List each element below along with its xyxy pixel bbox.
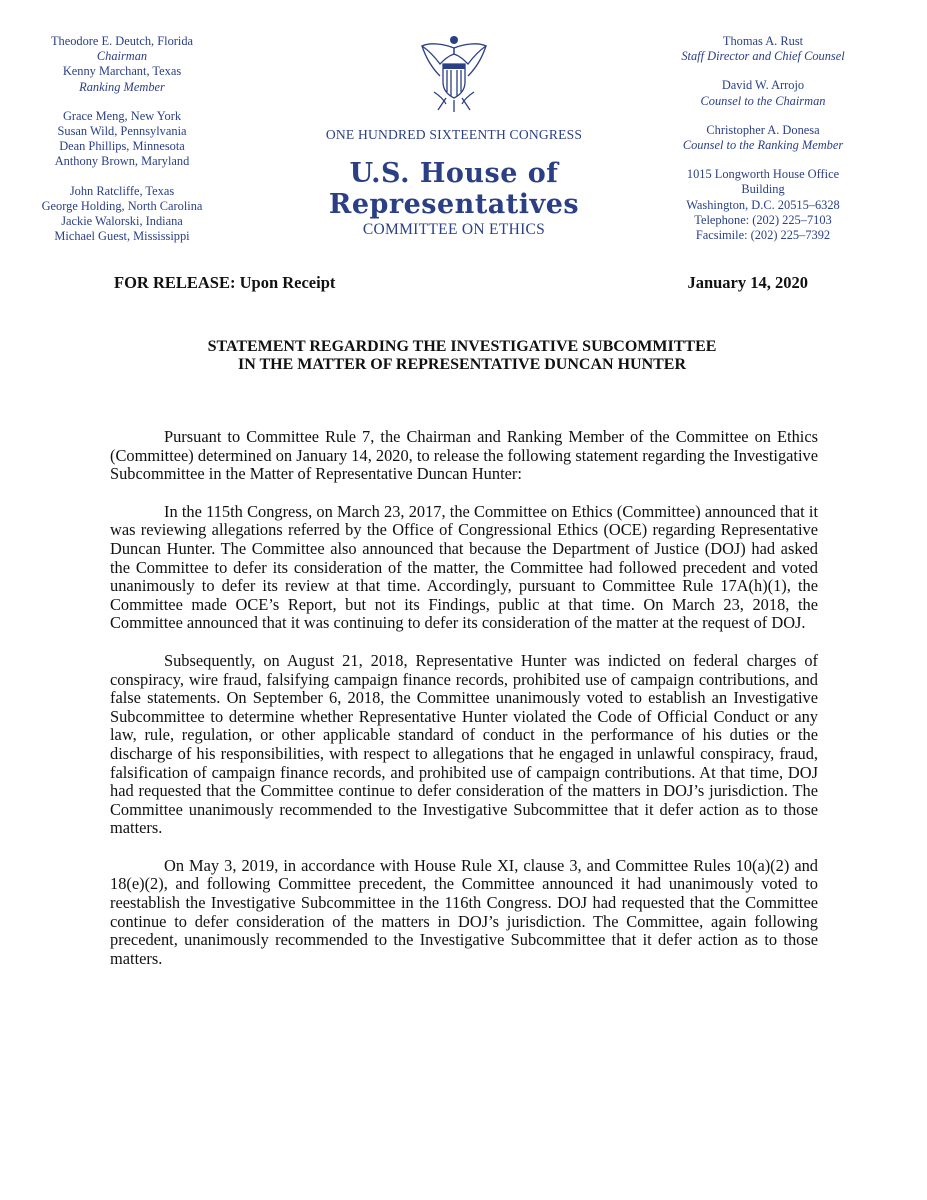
title-line: IN THE MATTER OF REPRESENTATIVE DUNCAN HUNTER — [237, 356, 687, 373]
member-name: Jackie Walorski, Indiana — [61, 214, 183, 229]
paragraph: Pursuant to Committee Rule 7, the Chairman and Ranking Member of the Committee on Ethics (Committee) determined on January 14, 2020, to release the following statement regarding the Investigative Subcommittee in the Matter of Representative Duncan Hunter: — [110, 427, 818, 484]
staff-title: Counsel to the Ranking Member — [682, 138, 844, 153]
staff-name: Christopher A. Donesa — [706, 122, 820, 137]
members-column — [28, 34, 216, 258]
house-heading: U.S. House of Representatives — [328, 158, 580, 220]
congress-heading: ONE HUNDRED SIXTEENTH CONGRESS — [325, 127, 583, 142]
staff-director — [670, 34, 856, 64]
leadership-group — [28, 34, 216, 95]
address-line: 1015 Longworth House Office Building — [686, 167, 840, 197]
facsimile: Facsimile: (202) 225–7392 — [695, 228, 831, 243]
members-group-a — [28, 109, 216, 170]
release-date: January 14, 2020 — [687, 273, 808, 292]
chair-title: Chairman — [96, 49, 148, 64]
member-name: Anthony Brown, Maryland — [54, 154, 190, 169]
paragraph: In the 115th Congress, on March 23, 2017, the Committee on Ethics (Committee) announced that it was reviewing allegations referred by the Office of Congressional Ethics (OCE) regarding Representative Duncan Hunter. The Committee also announced that because the Department of Justice (DOJ) had asked the Committee to defer its consideration of the matter, the Committee had followed precedent and voted unanimously to defer its review at that time. Accordingly, pursuant to Committee Rule 17A(h)(1), the Committee made OCE’s Report, but not its Findings, public at that time. On March 23, 2018, the Committee announced that it was continuing to defer its consideration of the matter at the request of DOJ. — [110, 501, 818, 633]
paragraph: On May 3, 2019, in accordance with House Rule XI, clause 3, and Committee Rules 10(a)(2) and 18(e)(2), and following Committee precedent, the Committee announced it had unanimously voted to reestablish the Investigative Subcommittee in the 116th Congress. DOJ had requested that the Committee continue to defer consideration of the matters in DOJ’s jurisdiction. The Committee, again following precedent, unanimously recommended to the Investigative Subcommittee that it defer action as to those matters. — [110, 855, 818, 968]
member-name: Dean Phillips, Minnesota — [59, 139, 185, 154]
staff-name: Thomas A. Rust — [722, 34, 804, 48]
members-group-b — [28, 184, 216, 245]
statement-body — [110, 428, 818, 987]
counsel-chairman — [670, 78, 856, 108]
member-name: Susan Wild, Pennsylvania — [57, 124, 187, 139]
release-label: FOR RELEASE: Upon Receipt — [114, 273, 336, 292]
staff-name: David W. Arrojo — [721, 78, 805, 93]
committee-heading: COMMITTEE ON ETHICS — [362, 221, 546, 238]
counsel-ranking-member — [670, 123, 856, 153]
paragraph: Subsequently, on August 21, 2018, Representative Hunter was indicted on federal charges of conspiracy, wire fraud, falsifying campaign finance records, prohibited use of campaign contributions, and false statements. On September 6, 2018, the Committee unanimously voted to establish an Investigative Subcommittee to determine whether Representative Hunter violated the Code of Official Conduct or any law, rule, regulation, or other applicable standard of conduct in the performance of his duties or the discharge of his responsibilities, with respect to allegations that he engaged in unlawful conspiracy, fraud, falsification of campaign finance records, and prohibited use of campaign contributions. At that time, DOJ had requested that the Committee continue to defer consideration of the matters in DOJ’s jurisdiction. The Committee unanimously recommended to the Investigative Subcommittee that it defer action as to those matters. — [110, 650, 818, 838]
ranking-member-name: Kenny Marchant, Texas — [62, 64, 182, 79]
telephone: Telephone: (202) 225–7103 — [694, 212, 832, 227]
member-name: George Holding, North Carolina — [41, 198, 203, 213]
title-line: STATEMENT REGARDING THE INVESTIGATIVE SUBCOMMITTEE — [207, 338, 717, 355]
house-seal-icon — [414, 34, 494, 114]
staff-title: Staff Director and Chief Counsel — [681, 49, 845, 64]
staff-column — [670, 34, 856, 257]
member-name: Grace Meng, New York — [62, 108, 182, 123]
member-name: John Ratcliffe, Texas — [69, 183, 175, 198]
statement-title — [114, 338, 810, 374]
ranking-member-title: Ranking Member — [79, 79, 165, 94]
staff-title: Counsel to the Chairman — [700, 93, 826, 108]
address-line: Washington, D.C. 20515–6328 — [686, 197, 840, 212]
member-name: Michael Guest, Mississippi — [54, 229, 190, 244]
chair-name: Theodore E. Deutch, Florida — [50, 34, 194, 48]
office-contact — [670, 167, 856, 243]
